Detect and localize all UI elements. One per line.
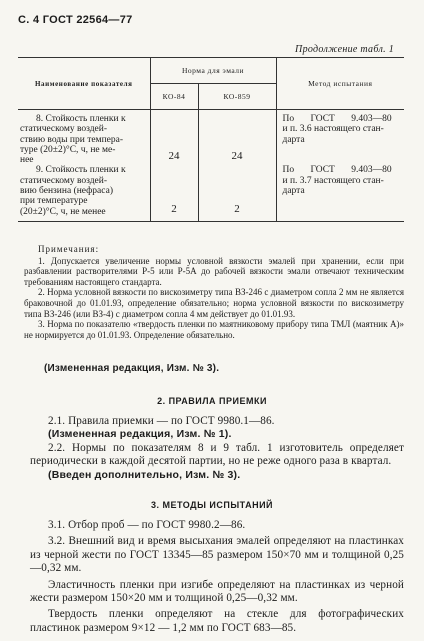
row-value-ko84: 2 — [150, 165, 198, 221]
note-3: 3. Норма по показателю «твердость пленки по маятниковому прибору типа ТМЛ (маятник А)» не нормируется до 01.01.93. Определение обязательно. — [24, 319, 404, 340]
row-method: По ГОСТ 9.403—80 и п. 3.7 настоящего стан- дарта — [276, 165, 404, 221]
amendment-2: (Введен дополнительно, Изм. № 3). — [48, 468, 241, 481]
column-header-indicator: Наименование показателя — [18, 58, 150, 110]
row-value-ko859: 24 — [198, 110, 276, 166]
column-header-method: Метод испытания — [276, 58, 404, 110]
row-method: По ГОСТ 9.403—80 и п. 3.6 настоящего стан- дарта — [282, 114, 392, 145]
section-2-body — [30, 415, 404, 482]
row-name-gasoline-resistance: 9. Стойкость пленки к статическому воздей- вию бензина (нефраса) при температуре (20±2)°С, ч, не менее — [18, 165, 150, 221]
row-value-ko859: 2 — [198, 165, 276, 221]
page-header: С. 4 ГОСТ 22564—77 — [18, 14, 133, 26]
table-row — [18, 110, 404, 166]
row-value-ko84: 24 — [150, 110, 198, 166]
notes-title: Примечания: — [38, 244, 100, 254]
column-header-ko84: КО-84 — [150, 84, 198, 110]
column-header-norm-group: Норма для эмали — [150, 58, 276, 84]
table-continuation-label: Продолжение табл. 1 — [295, 44, 394, 55]
paragraph-3-4: Твердость пленки определяют на стекле для фотографических пластинок размером 9×12 — 1,2 мм по ГОСТ 683—85. — [30, 608, 404, 634]
paragraph-2-2: 2.2. Нормы по показателям 8 и 9 табл. 1 изготовитель определяет периодически в каждой десятой партии, но не реже одного раза в квартал. — [30, 441, 404, 468]
column-header-ko859: КО-859 — [198, 84, 276, 110]
note-2: 2. Норма условной вязкости по вискозиметру типа ВЗ-246 с диаметром сопла 2 мм не является браковочной до 01.01.93, определение обязательно; норма условной вязкости по вискозиметру типа ВЗ-246 (или ВЗ-4) с диаметром сопла 4 мм действует до 01.01.93. — [24, 287, 404, 319]
notes-block — [24, 244, 404, 340]
paragraph-3-2: 3.2. Внешний вид и время высыхания эмалей определяют на пластинках из черной жести по ГОСТ 13345—85 размером 150×70 мм и толщиной 0,25—0,32 мм. — [30, 535, 404, 575]
paragraph-3-1: 3.1. Отбор проб — по ГОСТ 9980.2—86. — [48, 519, 246, 531]
amendment-note-3: (Измененная редакция, Изм. № 3). — [44, 363, 220, 374]
amendment-1: (Измененная редакция, Изм. № 1). — [48, 428, 232, 441]
section-2-title: 2. ПРАВИЛА ПРИЕМКИ — [157, 396, 267, 406]
section-3-body — [30, 519, 404, 635]
note-1: 1. Допускается увеличение нормы условной вязкости эмалей при хранении, если при разбавлении растворителями Р-5 или Р-5А до рабочей вязкости эмали отвечают техническим требованиям настоящего стандарта. — [24, 255, 404, 287]
indicators-table — [18, 57, 404, 222]
section-3-title: 3. МЕТОДЫ ИСПЫТАНИЙ — [151, 500, 273, 510]
paragraph-3-3: Эластичность пленки при изгибе определяют на пластинках из черной жести размером 150×20 мм и толщиной 0,25—0,32 мм. — [30, 578, 404, 605]
paragraph-2-1: 2.1. Правила приемки — по ГОСТ 9980.1—86. — [48, 415, 275, 427]
table-row — [18, 165, 404, 221]
row-name-water-resistance: 8. Стойкость пленки к статическому воздей- ствию воды при темпера- туре (20±2)°С, ч, не ме- нее — [18, 110, 150, 166]
